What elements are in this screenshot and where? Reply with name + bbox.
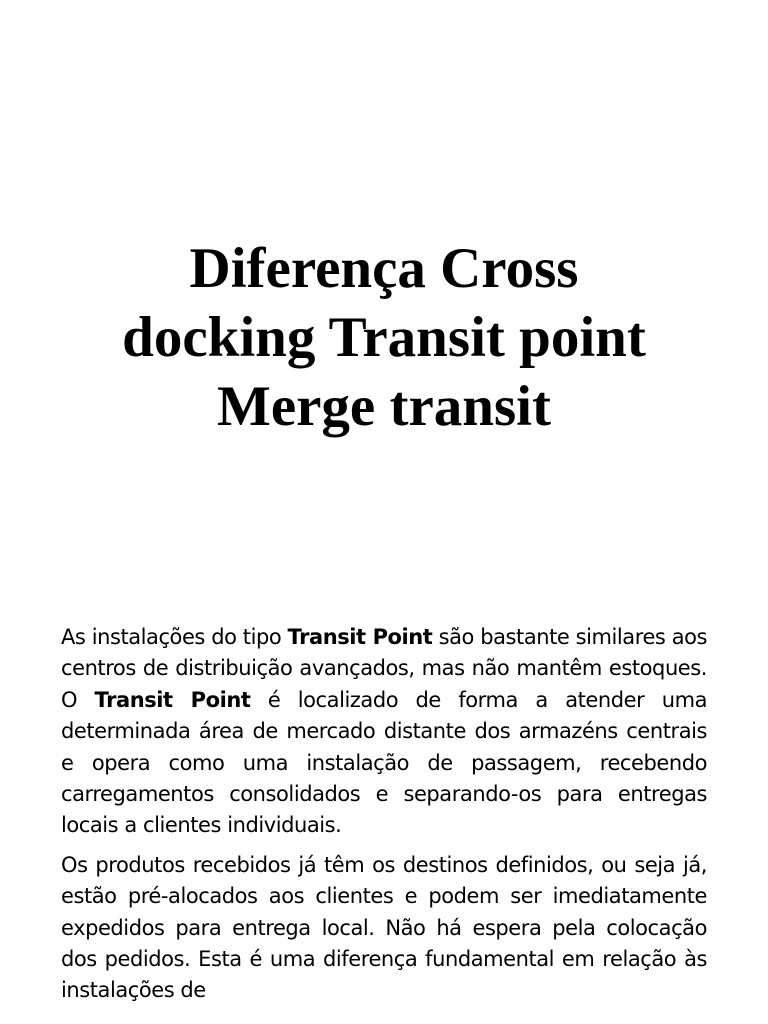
paragraph-1-text-1: As instalações do tipo (61, 625, 288, 649)
paragraph-1-text-3: é localizado de forma a atender uma determinada área de mercado distante dos armazéns centrais e opera como uma instalação de passagem, recebendo carregamentos consolidados e separando-os para entregas locais a clientes individuais. (61, 687, 707, 838)
paragraph-products-received: Os produtos recebidos já têm os destinos definidos, ou seja já, estão pré-alocados aos clientes e podem ser imediatamente expedidos para entrega local. Não há espera pela colocação dos pedidos. Esta é uma diferença fundamental em relação às instalações de (61, 852, 707, 1003)
document-title (60, 234, 708, 441)
term-transit-point-2: Transit Point (94, 687, 251, 712)
title-line-1: Diferença Cross (189, 237, 579, 300)
term-transit-point: Transit Point (287, 625, 433, 649)
document-body (61, 622, 707, 1015)
title-line-2: docking Transit point (122, 306, 646, 369)
title-line-3: Merge transit (217, 375, 551, 438)
paragraph-1-text-2: são bastante similares aos centros de distribuição avançados, mas não mantêm estoques. O (61, 625, 708, 712)
paragraph-transit-point (61, 622, 707, 842)
